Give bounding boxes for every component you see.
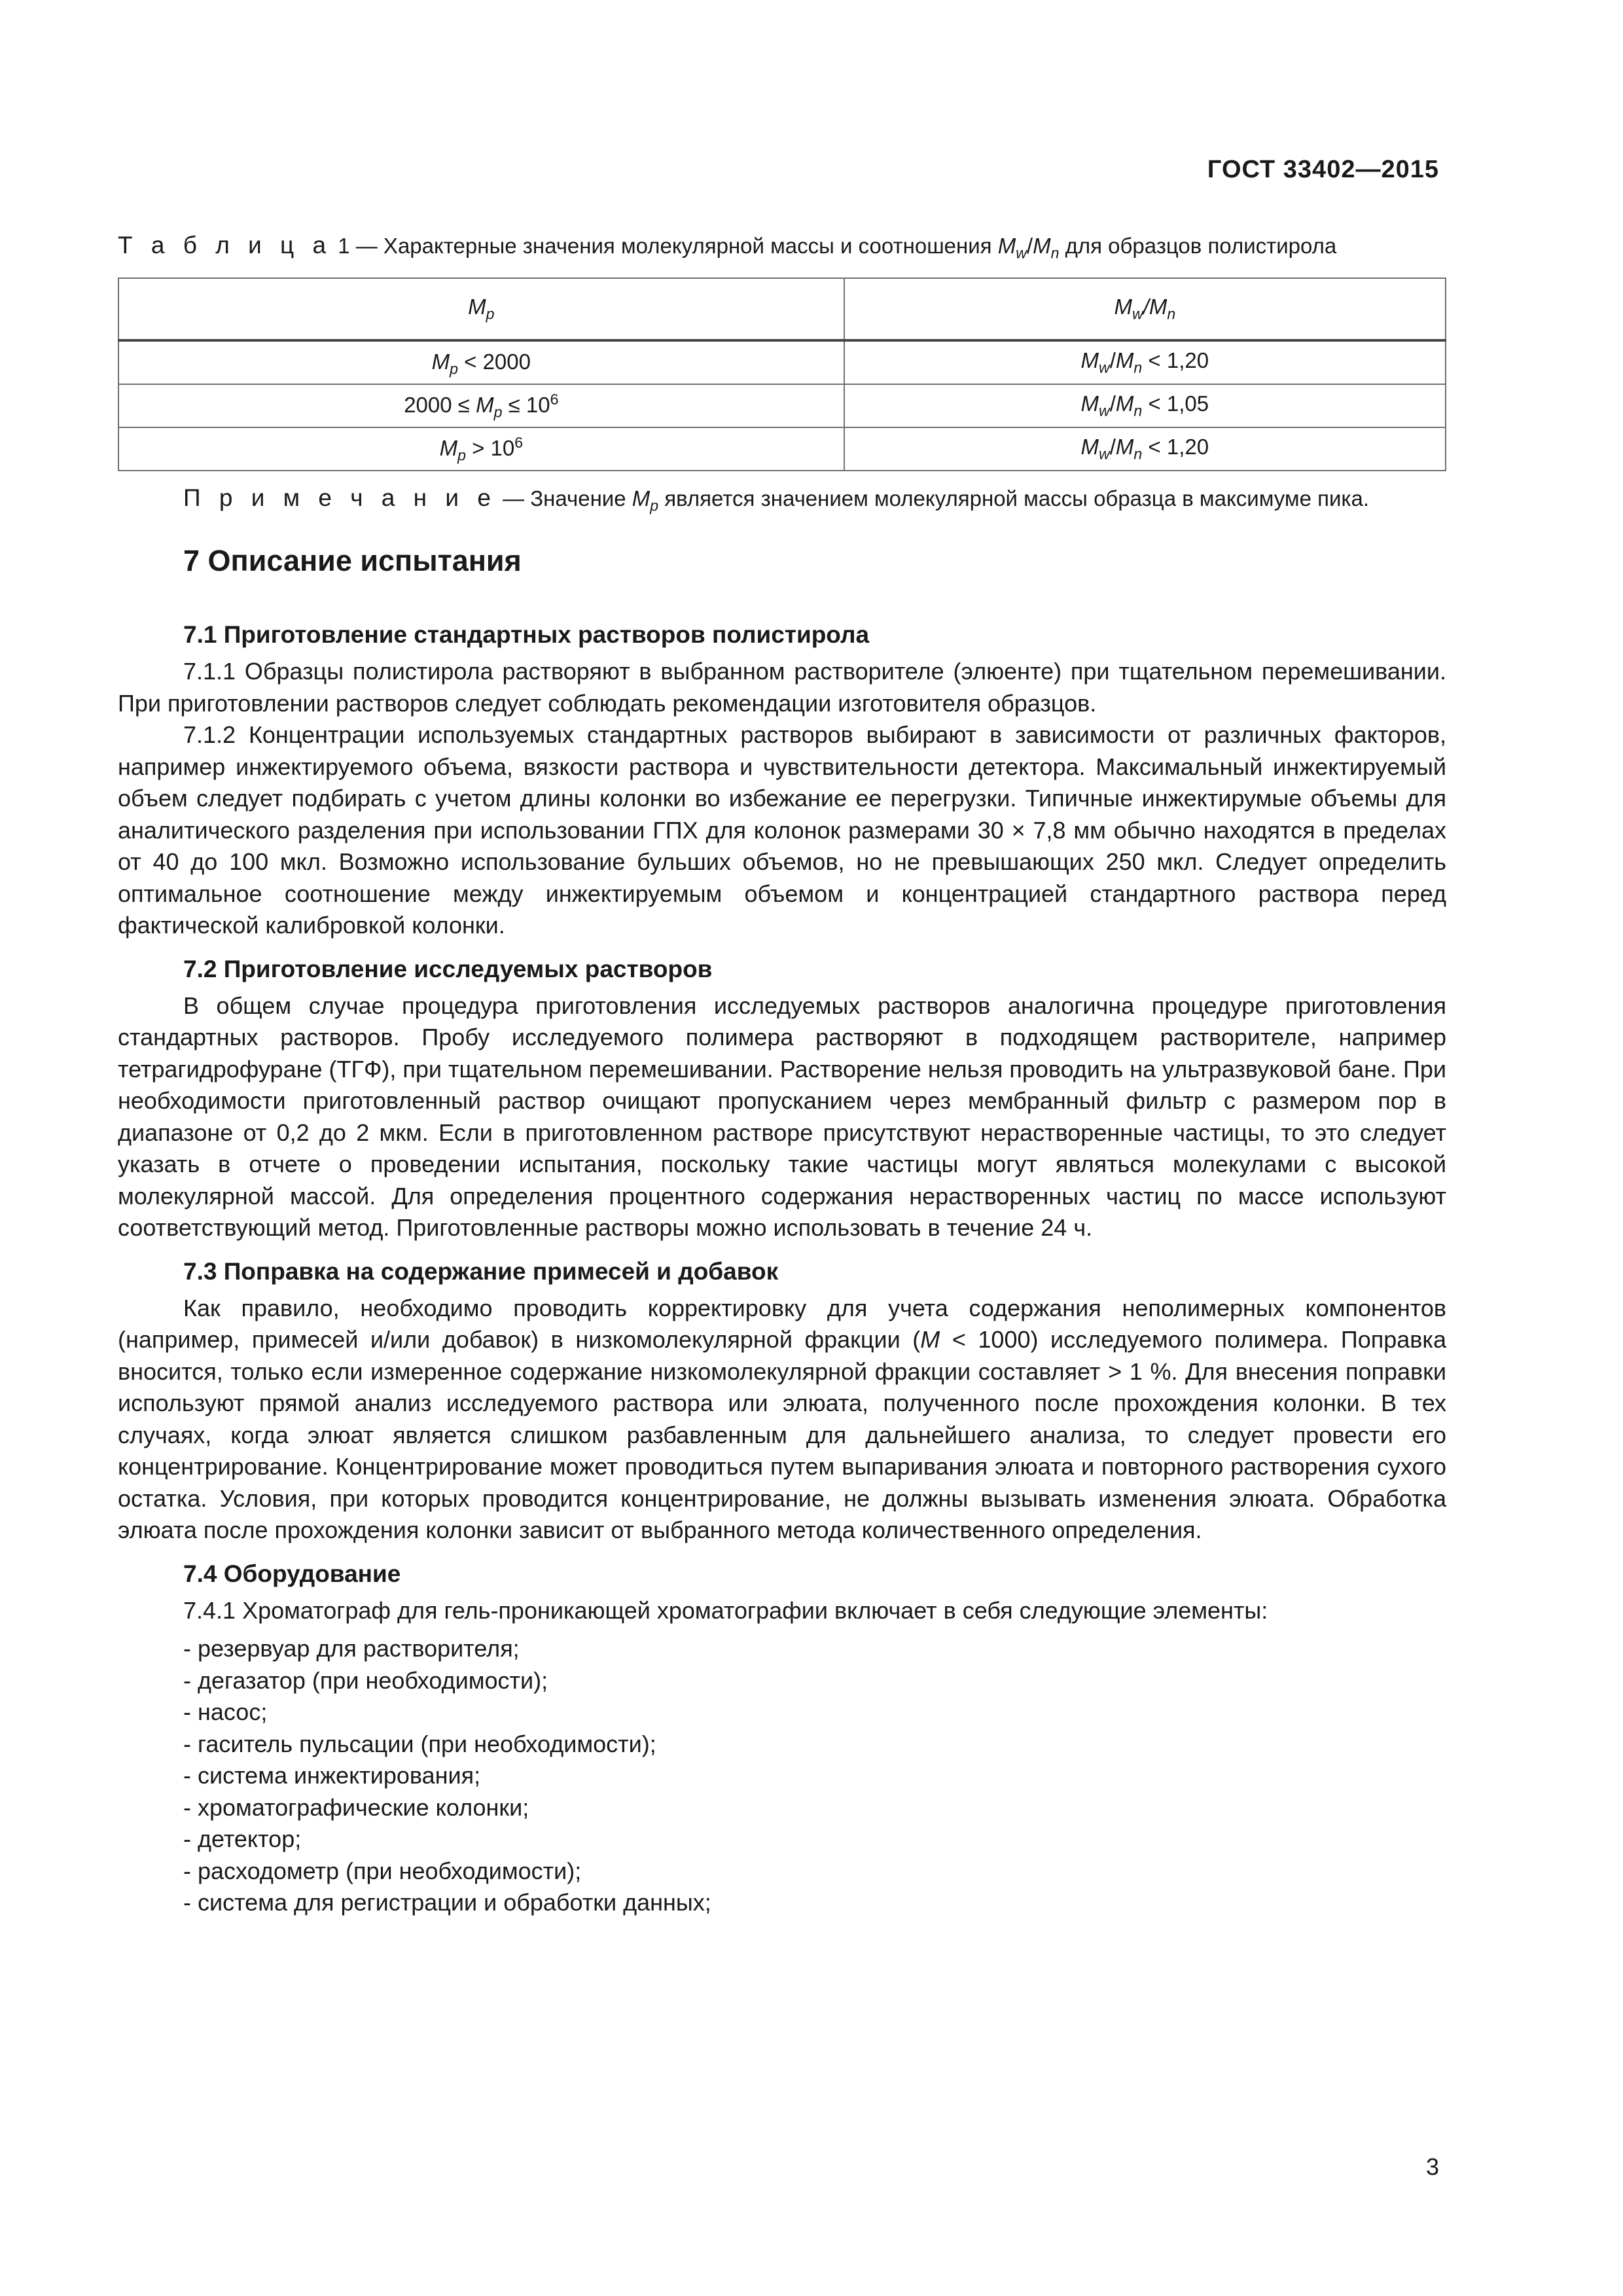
table-row bbox=[118, 427, 1446, 471]
list-item: - хроматографические колонки; bbox=[183, 1793, 529, 1821]
subsection-heading-7-2: 7.2 Приготовление исследуемых растворов bbox=[183, 955, 713, 982]
col-header-ratio bbox=[844, 278, 1446, 340]
cell-sup: 6 bbox=[514, 433, 524, 451]
cell-var: M bbox=[431, 349, 450, 374]
table-caption-text: 1 — Характерные значения молекулярной массы и соотношения bbox=[332, 234, 998, 258]
p73-part-a: Как правило, необходимо проводить корректировку для учета содержания неполимерных компонентов (например, примесей и/или добавок) в низкомолекулярной фракции ( bbox=[118, 1294, 1446, 1353]
cell-ratio-value: < 1,05 bbox=[1142, 391, 1209, 416]
paragraph-7-1-1: 7.1.1 Образцы полистирола растворяют в выбранном растворителе (элюенте) при тщательном перемешивании. При приготовлении растворов следует соблюдать рекомендации изготовителя образцов. bbox=[118, 658, 1446, 717]
note-mid: — Значение bbox=[496, 486, 632, 511]
note-prefix: П р и м е ч а н и е bbox=[183, 484, 497, 511]
p73-part-b: < 1000) исследуемого полимера. Поправка вносится, только если измеренное содержание низкомолекулярной фракции составляет > 1 %. Для внесения поправки используют прямой анализ исследуемого раствора или элюата, полученного после прохождения колонки. В тех случаях, когда элюат является слишком разбавленным для дальнейшего анализа, то следует провести его концентрирование. Концентрирование может проводиться путем выпаривания элюата и повторного растворения сухого остатка. Условия, при которых проводится концентрирование, не должны вызывать изменения элюата. Обработка элюата после прохождения колонки зависит от выбранного метода количественного определения. bbox=[118, 1326, 1446, 1543]
table-header-row bbox=[118, 278, 1446, 340]
table-caption-prefix: Т а б л и ц а bbox=[118, 232, 332, 259]
cell-post: < 2000 bbox=[457, 349, 531, 374]
caption-mw-sub: w bbox=[1016, 244, 1027, 262]
p73-var: M bbox=[920, 1326, 940, 1353]
equipment-list bbox=[118, 1633, 1446, 1919]
table-caption-suffix: для образцов полистирола bbox=[1059, 234, 1337, 258]
caption-mn: M bbox=[1033, 234, 1051, 258]
table-cell-ratio: $M_w/M_n < 1,05$ bbox=[844, 384, 1446, 427]
note-sub: p bbox=[650, 497, 659, 514]
col2-var: $M_w/M_n$ bbox=[1114, 295, 1176, 323]
caption-mn-sub: n bbox=[1050, 244, 1060, 262]
table-row bbox=[118, 384, 1446, 427]
table-note bbox=[183, 484, 1369, 515]
cell-ratio-value: < 1,20 bbox=[1142, 435, 1209, 459]
list-item: - гаситель пульсации (при необходимости); bbox=[183, 1730, 656, 1757]
list-item: - расходометр (при необходимости); bbox=[183, 1857, 582, 1884]
main-content bbox=[118, 537, 1446, 1919]
table-caption bbox=[118, 232, 1525, 262]
subsection-heading-7-4: 7.4 Оборудование bbox=[183, 1560, 401, 1587]
cell-post: ≤ 10 bbox=[502, 392, 550, 417]
table-row bbox=[118, 340, 1446, 384]
cell-post: > 10 bbox=[465, 435, 515, 460]
list-item: - дегазатор (при необходимости); bbox=[183, 1666, 548, 1694]
cell-ratio-value: < 1,20 bbox=[1142, 348, 1209, 373]
list-item: - детектор; bbox=[183, 1825, 302, 1852]
caption-mw: M bbox=[997, 234, 1016, 258]
document-code: ГОСТ 33402—2015 bbox=[1207, 156, 1439, 183]
table-cell-mp bbox=[118, 427, 844, 471]
section-title: 7 Описание испытания bbox=[183, 544, 522, 577]
cell-sup: 6 bbox=[550, 390, 559, 408]
page-number: 3 bbox=[1425, 2153, 1439, 2180]
note-rest: является значением молекулярной массы образца в максимуме пика. bbox=[658, 486, 1370, 511]
table-cell-mp bbox=[118, 340, 844, 384]
list-item: - система для регистрации и обработки данных; bbox=[183, 1889, 711, 1916]
list-item: - насос; bbox=[183, 1698, 268, 1725]
cell-var: M bbox=[476, 392, 494, 417]
molecular-mass-table bbox=[118, 278, 1446, 471]
subsection-heading-7-1: 7.1 Приготовление стандартных растворов полистирола bbox=[183, 621, 870, 648]
cell-sub: p bbox=[457, 446, 466, 464]
cell-pre: 2000 ≤ bbox=[404, 392, 476, 417]
col-header-mp bbox=[118, 278, 844, 340]
paragraph-7-1-2: 7.1.2 Концентрации используемых стандартных растворов выбирают в зависимости от различных факторов, например инжектируемого объема, вязкости раствора и чувствительности детектора. Максимальный инжектируемый объем следует подбирать с учетом длины колонки во избежание ее перегрузки. Типичные инжектирумые объемы для аналитического разделения при использовании ГПХ для колонок размерами 30 × 7,8 мм обычно находятся в пределах от 40 до 100 мкл. Возможно использование бульших объемов, но не превышающих 250 мкл. Следует определить оптимальное соотношение между инжектируемым объемом и концентрацией стандартного раствора перед фактической калибровкой колонки. bbox=[118, 721, 1446, 939]
cell-sub: p bbox=[450, 360, 458, 378]
paragraph-7-4-1: 7.4.1 Хроматограф для гель-проникающей хроматографии включает в себя следующие элементы: bbox=[183, 1596, 1268, 1624]
col1-var: $M_p$ bbox=[468, 295, 495, 323]
table-cell-mp bbox=[118, 384, 844, 427]
subsection-heading-7-3: 7.3 Поправка на содержание примесей и добавок bbox=[183, 1257, 779, 1285]
caption-slash: / bbox=[1026, 234, 1033, 258]
cell-var: M bbox=[439, 435, 458, 460]
note-var: M bbox=[632, 486, 651, 511]
cell-sub: p bbox=[493, 403, 503, 421]
paragraph-7-3 bbox=[118, 1293, 1446, 1547]
paragraph-7-2: В общем случае процедура приготовления исследуемых растворов аналогична процедуре приготовления стандартных растворов. Пробу исследуемого полимера растворяют в подходящем растворителе, например тетрагидрофуране (ТГФ), при тщательном перемешивании. Растворение нельзя проводить на ультразвуковой бане. При необходимости приготовленный раствор очищают пропусканием через мембранный фильтр с размером пор в диапазоне от 0,2 до 2 мкм. Если в приготовленном растворе присутствуют нерастворенные частицы, то это следует указать в отчете о проведении испытания, поскольку такие частицы могут являться молекулами с высокой молекулярной массой. Для определения процентного содержания нерастворенных частиц по массе используют соответствующий метод. Приготовленные растворы можно использовать в течение 24 ч. bbox=[118, 992, 1447, 1241]
table-cell-ratio: $M_w/M_n < 1,20$ bbox=[844, 340, 1446, 384]
list-item: - резервуар для растворителя; bbox=[183, 1635, 520, 1662]
list-item: - система инжектирования; bbox=[183, 1762, 481, 1789]
table-cell-ratio: $M_w/M_n < 1,20$ bbox=[844, 427, 1446, 471]
